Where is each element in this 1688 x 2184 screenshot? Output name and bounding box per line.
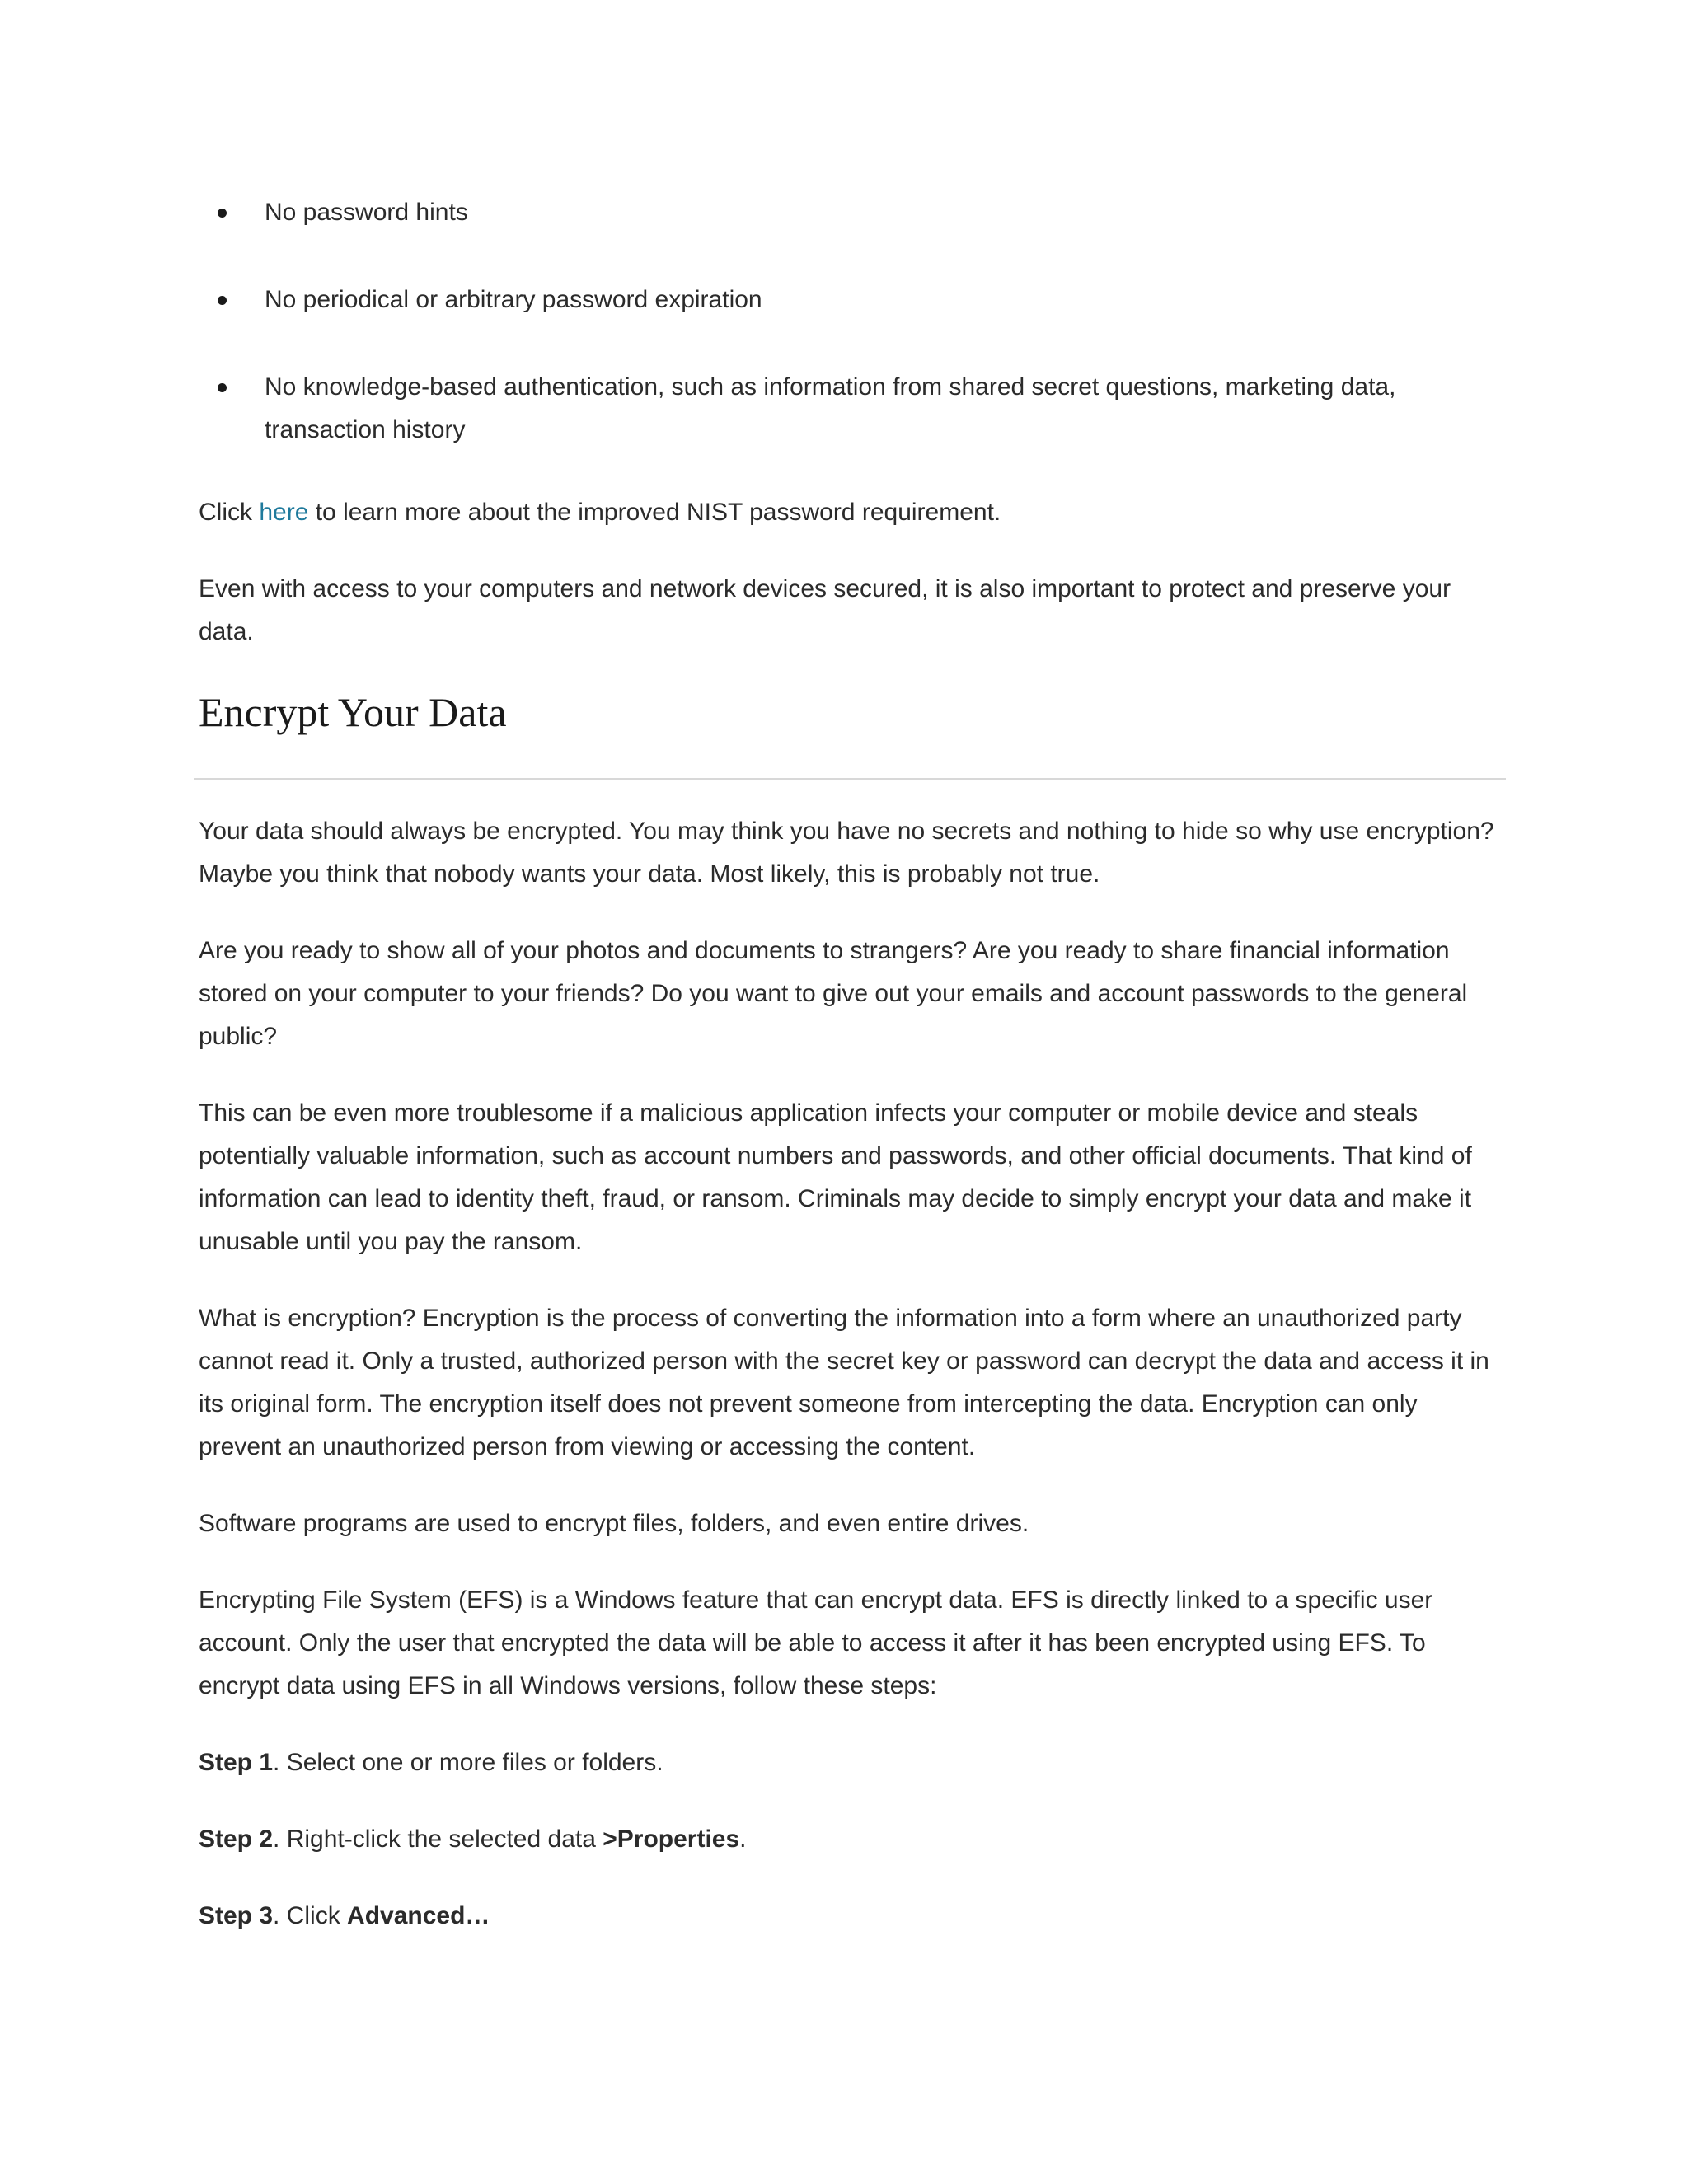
nist-link[interactable]: here bbox=[259, 499, 309, 526]
body-paragraph: This can be even more troublesome if a malicious application infects your computer or mobile device and steals potentially valuable information, such as account numbers and passwords, and other official documents. That kind of information can lead to identity theft, fraud, or ransom. Criminals may decide to simply encrypt your data and make it unusable until you pay the ransom. bbox=[199, 1099, 1472, 1255]
section-heading: Encrypt Your Data bbox=[199, 689, 507, 735]
step-text: . Click bbox=[273, 1902, 348, 1929]
bullet-icon bbox=[218, 209, 227, 218]
nist-paragraph bbox=[199, 491, 1501, 534]
body-paragraph: Software programs are used to encrypt files, folders, and even entire drives. bbox=[199, 1510, 1029, 1537]
nist-suffix: to learn more about the improved NIST password requirement. bbox=[308, 499, 1001, 526]
bullet-list bbox=[199, 191, 1501, 452]
list-item-text: No periodical or arbitrary password expiration bbox=[265, 286, 762, 313]
step-label: Step 3 bbox=[199, 1902, 274, 1929]
document-page bbox=[199, 191, 1501, 1971]
list-item bbox=[199, 279, 1501, 321]
step-bold: >Properties bbox=[603, 1825, 740, 1853]
list-item bbox=[199, 366, 1501, 452]
section-divider bbox=[194, 778, 1506, 780]
step-1 bbox=[199, 1741, 1501, 1784]
bullet-icon bbox=[218, 296, 227, 305]
step-2 bbox=[199, 1818, 1501, 1861]
body-paragraph: Are you ready to show all of your photos and documents to strangers? Are you ready to share financial information stored on your computer to your friends? Do you want to give out your emails and account passwords to the general public? bbox=[199, 937, 1468, 1050]
nist-prefix: Click bbox=[199, 499, 260, 526]
step-bold: Advanced… bbox=[347, 1902, 490, 1929]
bullet-icon bbox=[218, 383, 227, 392]
body-paragraph: Encrypting File System (EFS) is a Windows feature that can encrypt data. EFS is directly linked to a specific user account. Only the user that encrypted the data will be able to access it after it has been encrypted using EFS. To encrypt data using EFS in all Windows versions, follow these steps: bbox=[199, 1586, 1433, 1699]
list-item bbox=[199, 191, 1501, 234]
step-label: Step 2 bbox=[199, 1825, 274, 1853]
step-3 bbox=[199, 1895, 1501, 1938]
intro-paragraph: Even with access to your computers and network devices secured, it is also important to protect and preserve your data. bbox=[199, 575, 1451, 645]
list-item-text: No knowledge-based authentication, such as information from shared secret questions, marketing data, transaction history bbox=[265, 373, 1396, 443]
body-paragraph: Your data should always be encrypted. You may think you have no secrets and nothing to hide so why use encryption? Maybe you think that nobody wants your data. Most likely, this is probably not true. bbox=[199, 818, 1494, 888]
step-text: . Select one or more files or folders. bbox=[273, 1749, 663, 1776]
body-paragraph: What is encryption? Encryption is the process of converting the information into a form where an unauthorized party cannot read it. Only a trusted, authorized person with the secret key or password can decrypt the data and access it in its original form. The encryption itself does not prevent someone from intercepting the data. Encryption can only prevent an unauthorized person from viewing or accessing the content. bbox=[199, 1305, 1489, 1460]
step-label: Step 1 bbox=[199, 1749, 274, 1776]
list-item-text: No password hints bbox=[265, 199, 468, 226]
step-end: . bbox=[739, 1825, 747, 1853]
step-text: . Right-click the selected data bbox=[273, 1825, 603, 1853]
